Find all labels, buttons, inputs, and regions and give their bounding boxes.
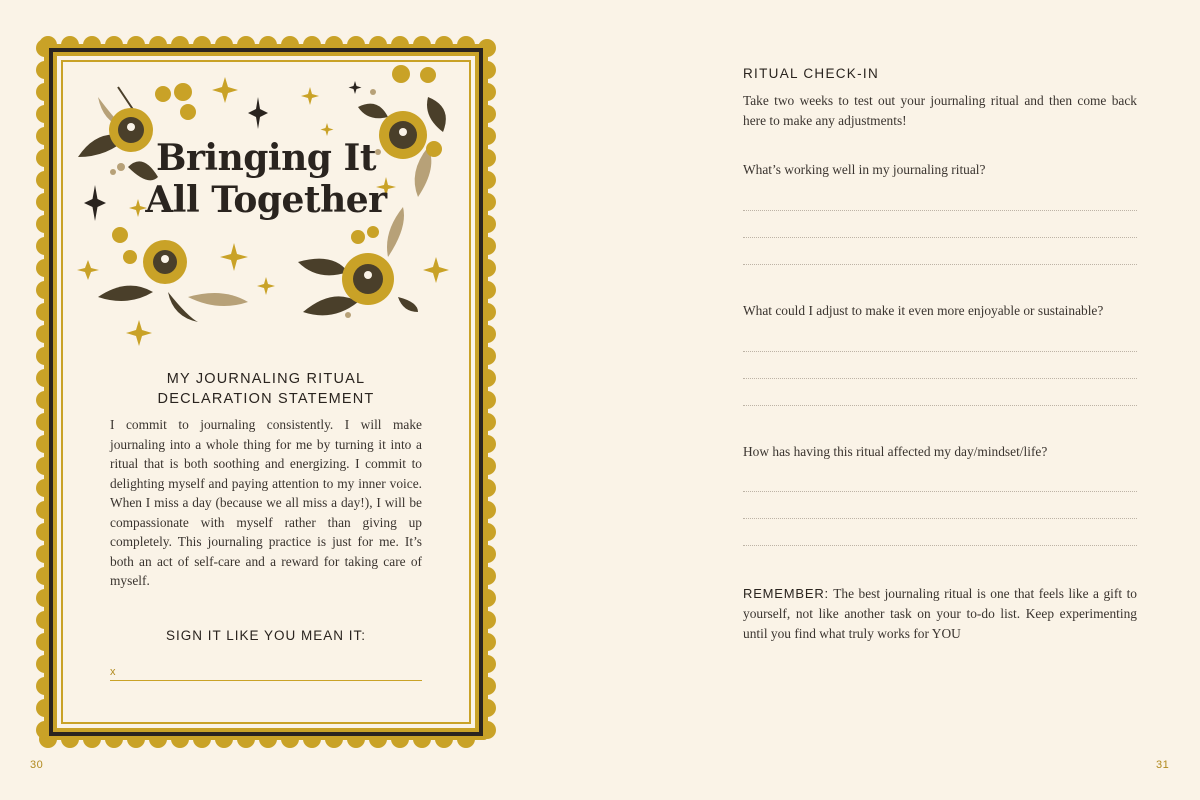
declaration-heading [58,369,474,409]
flower-cluster-bottom-left-icon [98,227,248,322]
declaration-heading-line-1: MY JOURNALING RITUAL [166,371,366,387]
answer-line[interactable] [743,491,1137,492]
answer-line[interactable] [743,264,1137,265]
remember-note [743,584,1137,644]
answer-line[interactable] [743,545,1137,546]
question-1: What’s working well in my journaling ritual? [743,162,986,177]
ritual-check-in-title: RITUAL CHECK-IN [743,66,880,81]
declaration-panel [58,57,474,727]
question-2: What could I adjust to make it even more enjoyable or sustainable? [743,303,1104,318]
right-page [600,0,1200,800]
question-3: How has having this ritual affected my day/mindset/life? [743,444,1048,459]
answer-line[interactable] [743,351,1137,352]
sign-label: SIGN IT LIKE YOU MEAN IT: [165,628,367,643]
page-number-right: 31 [1156,759,1170,771]
declaration-body: I commit to journaling consistently. I will make journaling into a whole thing for me by turning it into a ritual that is both soothing and energizing. I commit to delighting myself and paying attention to my inner voice. When I miss a day (because we all miss a day!), I will be compassionate with myself rather than giving up completely. This journaling practice is just for me. It’s both an act of self-care and a reward for taking care of myself. [110,417,422,588]
ritual-check-in-intro: Take two weeks to test out your journaling ritual and then come back here to make any adjustments! [743,93,1137,128]
declaration-heading-line-2: DECLARATION STATEMENT [157,391,375,407]
page-title [58,137,474,221]
answer-line[interactable] [743,378,1137,379]
answer-line[interactable] [743,210,1137,211]
remember-text: The best journaling ritual is one that feels like a gift to yourself, not like another task on your to-do list. Keep experimenting until you find what truly works for YOU [743,586,1137,641]
answer-line[interactable] [743,237,1137,238]
flower-cluster-bottom-right-icon [298,207,418,318]
title-line-2: All Together [145,179,387,221]
page-number-left: 30 [30,759,44,771]
signature-line[interactable] [110,680,422,681]
answer-line[interactable] [743,405,1137,406]
remember-lead: REMEMBER: [743,586,829,601]
signature-marker: x [110,666,116,678]
answer-line[interactable] [743,518,1137,519]
title-line-1: Bringing It [156,137,376,179]
